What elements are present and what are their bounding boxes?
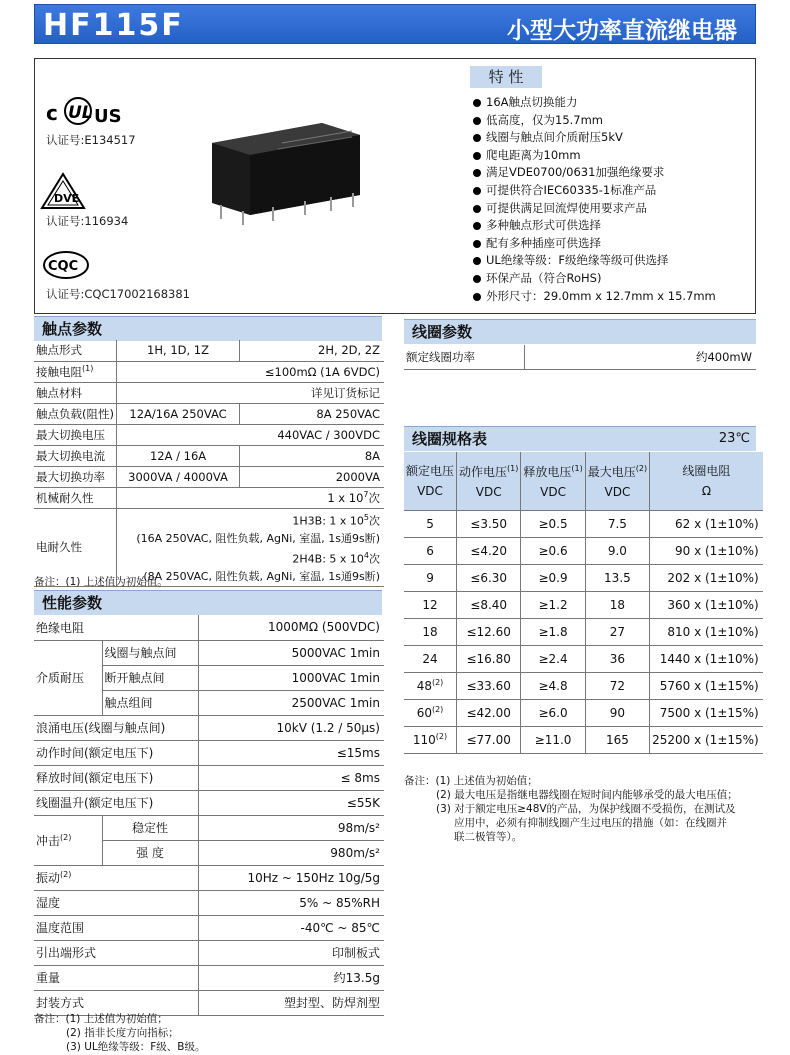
feature-item: 环保产品（符合RoHS) <box>472 270 752 288</box>
svg-text:US: US <box>94 106 122 126</box>
features-list <box>472 94 752 305</box>
performance-notes: 备注：(1) 上述值为初始值； (2) 指非长度方向指标； (3) UL绝缘等级：F级、B级。 <box>34 1013 206 1053</box>
coil-section-title: 线圈参数 <box>404 319 756 344</box>
table-row: 振动$^{(2)}$ 10Hz ~ 150Hz 10g/5g <box>34 865 384 890</box>
table-row: 接触电阻$^{(1)}$ ≤100mΩ (1A 6VDC) <box>34 361 384 382</box>
table-row: 电耐久性 1H3B: 1 x $10^5$次 (16A 250VAC, 阻性负载, AgNi, 室温, 1s通9s断) 2H4B: 5 x $10^4$次 (8A 250VAC, 阻性负载, AgNi, 室温, 1s通9s断) <box>34 508 384 586</box>
product-title: 小型大功率直流继电器 <box>507 18 737 44</box>
table-row: 24 ≤16.80 ≥2.4 36 1440 x (1±10%) <box>404 645 763 672</box>
cert-cqc: 认证号:CQC17002168381 <box>46 287 190 301</box>
table-row: 动作时间(额定电压下) ≤15ms <box>34 740 384 765</box>
table-row: 触点负载(阻性) 12A/16A 250VAC 8A 250VAC <box>34 403 384 424</box>
coil-spec-title: 线圈规格表 23℃ <box>404 426 756 451</box>
table-row: 机械耐久性 1 x $10^7$次 <box>34 487 384 508</box>
table-row: 温度范围 -40℃ ~ 85℃ <box>34 915 384 940</box>
table-row: 引出端形式 印制板式 <box>34 940 384 965</box>
feature-item: 满足VDE0700/0631加强绝缘要求 <box>472 164 752 182</box>
table-row: 释放时间(额定电压下) ≤ 8ms <box>34 765 384 790</box>
table-row: 12 ≤8.40 ≥1.2 18 360 x (1±10%) <box>404 591 763 618</box>
svg-text:DVE: DVE <box>54 192 80 205</box>
svg-text:c: c <box>46 101 58 125</box>
feature-item: 低高度，仅为15.7mm <box>472 112 752 130</box>
table-row: 48$^{(2)}$ ≤33.60 ≥4.8 72 5760 x (1±15%) <box>404 672 763 699</box>
relay-image <box>212 115 362 220</box>
feature-item: 线圈与触点间介质耐压5kV <box>472 129 752 147</box>
cert-ul: 认证号:E134517 <box>46 133 136 147</box>
table-row: 额定线圈功率 约400mW <box>404 345 756 369</box>
feature-item: 爬电距离为10mm <box>472 147 752 165</box>
feature-item: 多种触点形式可供选择 <box>472 217 752 235</box>
performance-table <box>34 615 384 1016</box>
contact-note: 备注：(1) 上述值为初始值。 <box>34 576 168 588</box>
table-row: 封装方式 塑封型、防焊剂型 <box>34 990 384 1015</box>
temperature-label: 23℃ <box>718 431 750 446</box>
coil-table <box>404 345 756 370</box>
table-row: 110$^{(2)}$ ≤77.00 ≥11.0 165 25200 x (1±15%) <box>404 726 763 753</box>
header-bar <box>34 4 756 44</box>
table-row: 9 ≤6.30 ≥0.9 13.5 202 x (1±10%) <box>404 564 763 591</box>
table-row: 断开触点间 1000VAC 1min <box>34 665 384 690</box>
table-row: 5 ≤3.50 ≥0.5 7.5 62 x (1±10%) <box>404 510 763 537</box>
performance-section-title: 性能参数 <box>34 590 382 615</box>
feature-item: 配有多种插座可供选择 <box>472 235 752 253</box>
table-row: 触点形式 1H, 1D, 1Z 2H, 2D, 2Z <box>34 340 384 361</box>
feature-item: 外形尺寸：29.0mm x 12.7mm x 15.7mm <box>472 288 752 306</box>
table-row: 强 度 980m/s² <box>34 840 384 865</box>
contact-table <box>34 340 384 587</box>
table-row: 触点材料 详见订货标记 <box>34 382 384 403</box>
model-name: HF115F <box>43 8 184 43</box>
table-row: 18 ≤12.60 ≥1.8 27 810 x (1±10%) <box>404 618 763 645</box>
vde-logo-icon <box>40 172 86 210</box>
features-title: 特 性 <box>470 66 542 88</box>
table-row: 最大切换电流 12A / 16A 8A <box>34 445 384 466</box>
table-row: 最大切换电压 440VAC / 300VDC <box>34 424 384 445</box>
table-row: 绝缘电阻 1000MΩ (500VDC) <box>34 615 384 640</box>
cqc-logo-icon <box>42 250 90 280</box>
table-row: 冲击$^{(2)}$ 稳定性 98m/s² <box>34 815 384 840</box>
coil-spec-table <box>404 452 763 754</box>
table-row: 最大切换功率 3000VA / 4000VA 2000VA <box>34 466 384 487</box>
feature-item: 可提供满足回流焊使用要求产品 <box>472 200 752 218</box>
table-row: 浪涌电压(线圈与触点间) 10kV (1.2 / 50μs) <box>34 715 384 740</box>
cert-vde: 认证号:116934 <box>46 214 129 228</box>
table-row: 6 ≤4.20 ≥0.6 9.0 90 x (1±10%) <box>404 537 763 564</box>
table-row: 60$^{(2)}$ ≤42.00 ≥6.0 90 7500 x (1±15%) <box>404 699 763 726</box>
coil-spec-notes: 备注：(1) 上述值为初始值； (2) 最大电压是指继电器线圈在短时间内能够承受的最大电压值； (3) 对于额定电压≥48V的产品，为保护线圈不受损伤，在测试及 应用中，必须有抑制线圈产生过电压的措施（如：在线圈并 联二极管等）。 <box>404 775 738 843</box>
table-row: 重量 约13.5g <box>34 965 384 990</box>
svg-text:CQC: CQC <box>48 259 79 274</box>
feature-item: 可提供符合IEC60335-1标准产品 <box>472 182 752 200</box>
table-row: 湿度 5% ~ 85%RH <box>34 890 384 915</box>
feature-item: 16A触点切换能力 <box>472 94 752 112</box>
feature-item: UL绝缘等级：F级绝缘等级可供选择 <box>472 252 752 270</box>
contact-section-title: 触点参数 <box>34 316 382 341</box>
table-row: 介质耐压 线圈与触点间 5000VAC 1min <box>34 640 384 665</box>
table-header-row: 额定电压 VDC 动作电压$^{(1)}$ VDC 释放电压$^{(1)}$ VDC 最大电压$^{(2)}$ VDC 线圈电阻 Ω <box>404 452 763 510</box>
culus-logo-icon <box>46 96 136 126</box>
svg-text:UL: UL <box>68 103 93 123</box>
table-row: 触点组间 2500VAC 1min <box>34 690 384 715</box>
table-row: 线圈温升(额定电压下) ≤55K <box>34 790 384 815</box>
